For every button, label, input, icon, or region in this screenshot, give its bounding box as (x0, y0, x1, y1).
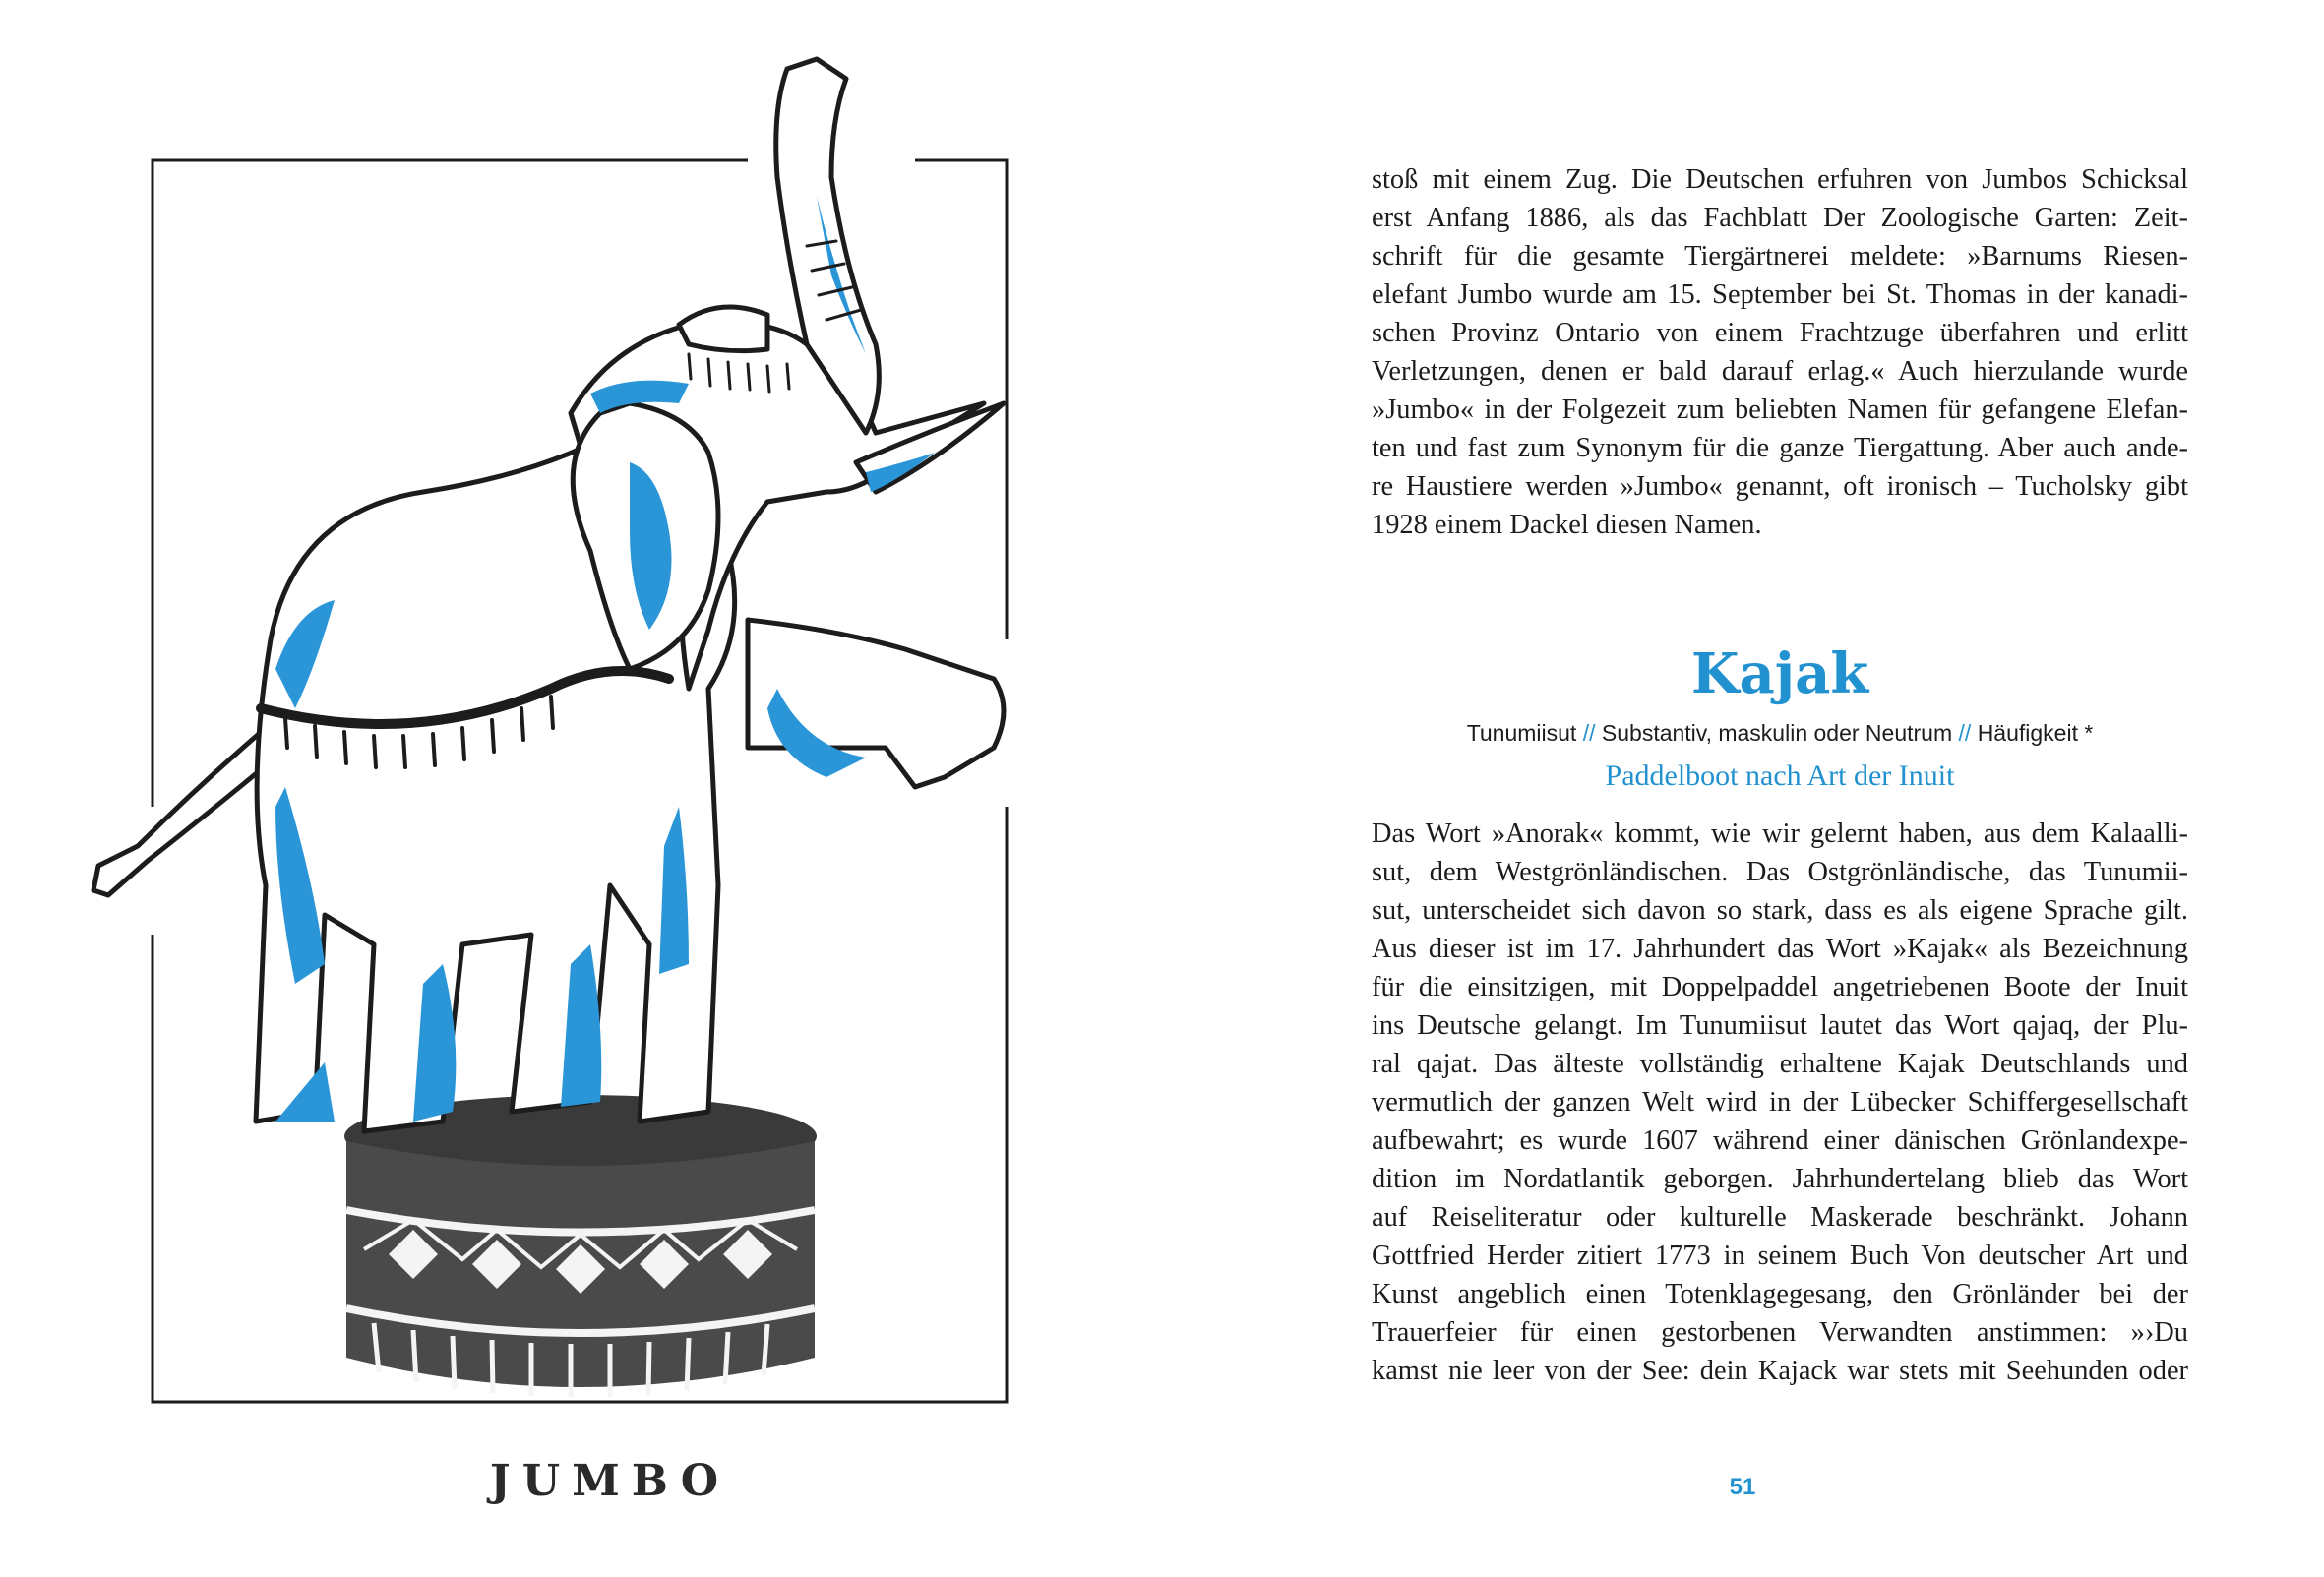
paragraph-jumbo-continued (1372, 160, 2188, 544)
text-line: ral qajat. Das älteste vollständig erhaltene Kajak Deutschlands und (1372, 1049, 2188, 1079)
text-line: Verletzungen, denen er bald darauf erlag.« Auch hierzulande wurde (1372, 356, 2188, 387)
text-line: elefant Jumbo wurde am 15. September bei St. Thomas in der kanadi- (1372, 279, 2188, 310)
text-line: ten und fast zum Synonym für die ganze Tiergattung. Aber auch ande- (1372, 433, 2188, 463)
illustration-caption: JUMBO (489, 1456, 731, 1506)
text-line: Kunst angeblich einen Totenklagegesang, den Grönländer bei der (1372, 1279, 2188, 1309)
text-line: 1928 einem Dackel diesen Namen. (1372, 510, 1762, 540)
entry-definition: Paddelboot nach Art der Inuit (1605, 759, 1955, 792)
text-line: Trauerfeier für einen gestorbenen Verwandten anstimmen: »›Du (1372, 1317, 2188, 1348)
entry-headword: Kajak (1690, 641, 1869, 706)
text-line: ins Deutsche gelangt. Im Tunumiisut lautet das Wort qajaq, der Plu- (1372, 1010, 2188, 1041)
paragraph-kajak (1372, 815, 2188, 1390)
right-page (1162, 0, 2324, 1577)
pedestal (344, 1095, 817, 1397)
entry-frequency: Häufigkeit * (1977, 720, 2094, 746)
text-line: kamst nie leer von der See: dein Kajack war stets mit Seehunden oder (1372, 1356, 2188, 1386)
text-line: erst Anfang 1886, als das Fachblatt Der Zoologische Garten: Zeit- (1372, 203, 2188, 233)
text-line: Aus dieser ist im 17. Jahrhundert das Wort »Kajak« als Bezeichnung (1372, 934, 2188, 964)
text-line: dition im Nordatlantik geborgen. Jahrhundertelang blieb das Wort (1372, 1164, 2188, 1194)
separator: // (1582, 720, 1596, 746)
text-line: aufbewahrt; es wurde 1607 während einer dänischen Grönlandexpe- (1372, 1125, 2188, 1156)
text-line: stoß mit einem Zug. Die Deutschen erfuhren von Jumbos Schicksal (1372, 164, 2188, 195)
text-line: auf Reiseliteratur oder kulturelle Maskerade beschränkt. Johann (1372, 1202, 2188, 1233)
text-line: schen Provinz Ontario von einem Frachtzuge überfahren und erlitt (1372, 318, 2188, 348)
text-line: re Haustiere werden »Jumbo« genannt, oft ironisch – Tucholsky gibt (1372, 471, 2188, 502)
text-line: Gottfried Herder zitiert 1773 in seinem Buch Von deutscher Art und (1372, 1241, 2188, 1271)
text-line: für die einsitzigen, mit Doppelpaddel angetriebenen Boote der Inuit (1372, 972, 2188, 1002)
text-line: Das Wort »Anorak« kommt, wie wir gelernt haben, aus dem Kalaalli- (1372, 819, 2188, 849)
entry-language: Tunumiisut (1466, 720, 1577, 746)
elephant (93, 59, 1004, 1131)
entry-word-class: Substantiv, maskulin oder Neutrum (1601, 720, 1953, 746)
text-line: vermutlich der ganzen Welt wird in der Lübecker Schiffergesellschaft (1372, 1087, 2188, 1118)
separator: // (1958, 720, 1972, 746)
entry-grammar-line (1372, 720, 2188, 747)
text-line: sut, unterscheidet sich davon so stark, dass es als eigene Sprache gilt. (1372, 895, 2188, 926)
page-number: 51 (1729, 1474, 1756, 1500)
text-line: »Jumbo« in der Folgezeit zum beliebten Namen für gefangene Elefan- (1372, 394, 2188, 425)
text-line: sut, dem Westgrönländischen. Das Ostgrönländische, das Tunumii- (1372, 857, 2188, 887)
text-line: schrift für die gesamte Tiergärtnerei meldete: »Barnums Riesen- (1372, 241, 2188, 272)
